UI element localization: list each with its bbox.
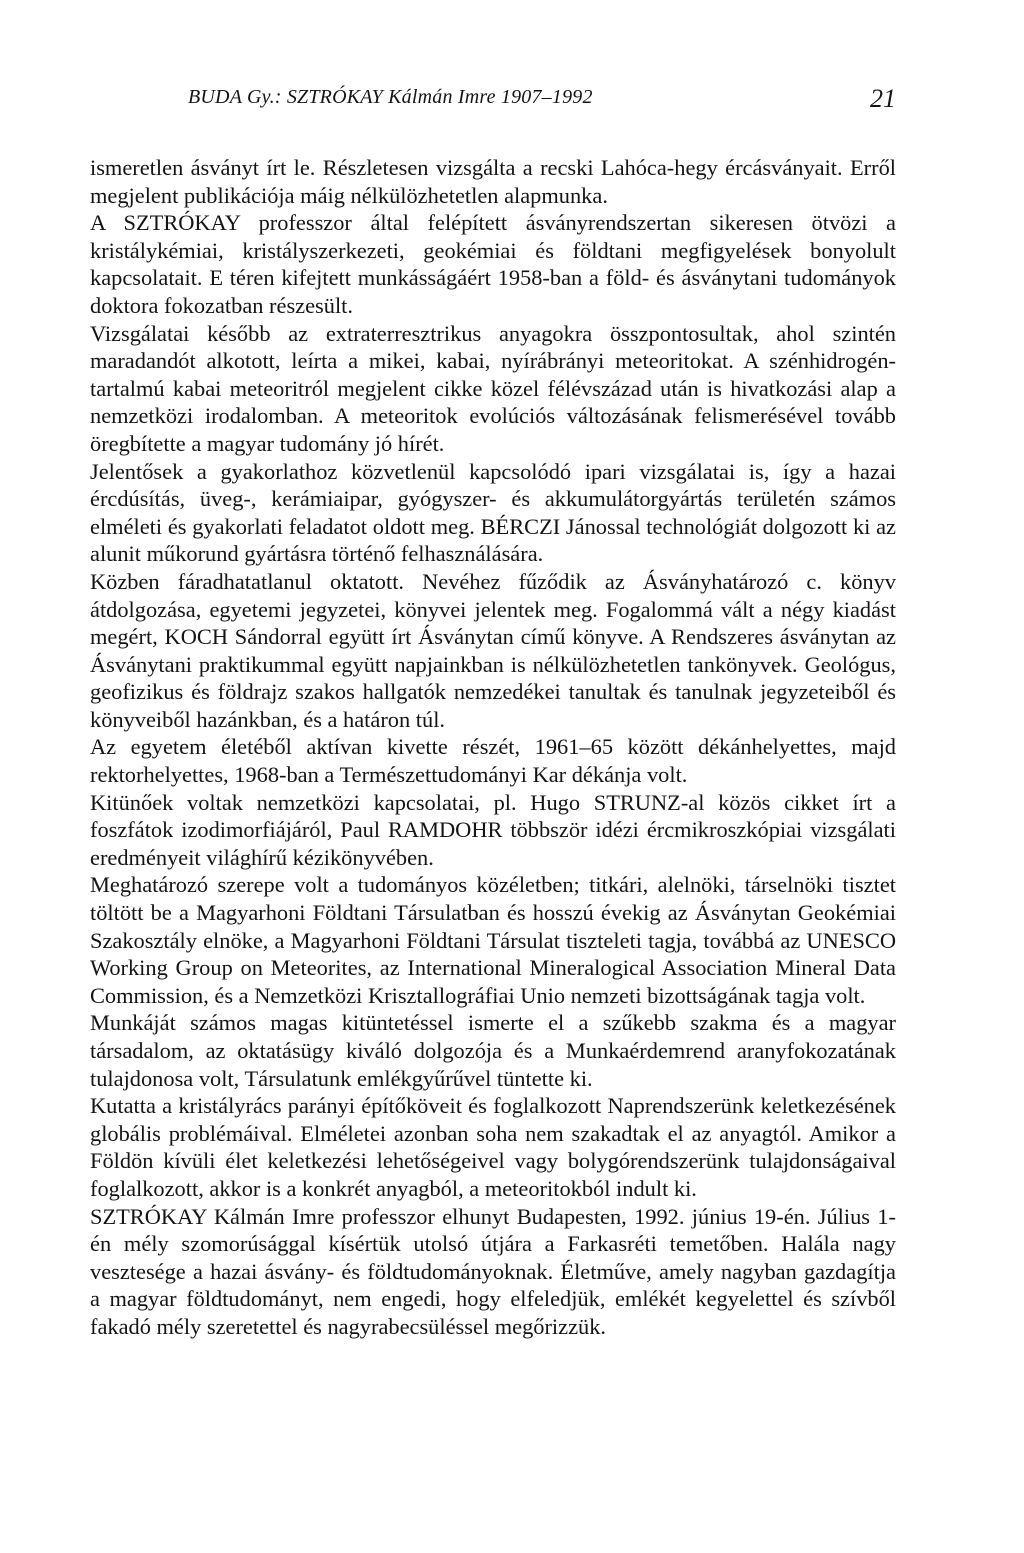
paragraph-university-roles: Az egyetem életéből aktívan kivette részét, 1961–65 között dékánhelyettes, majd rektorhelyettes, 1968-ban a Természettudományi Kar dékánja volt.: [90, 734, 896, 788]
paragraph-research-themes: Kutatta a kristályrács parányi építőköveit és foglalkozott Naprendszerünk keletkezésének globális problémáival. Elméletei azonban soha nem szakadtak el az anyagtól. Amikor a Földön kívüli élet keletkezési lehetőségeivel vagy bolygórendszerünk tulajdonságaival foglalkozott, akkor is a konkrét anyagból, a meteoritokból indult ki.: [90, 1093, 896, 1201]
paragraph-continuation: ismeretlen ásványt írt le. Részletesen vizsgálta a recski Lahóca-hegy ércásványait. Erről megjelent publikációja máig nélkülözhetetlen alapmunka.: [90, 155, 896, 208]
paragraph-industrial-research: Jelentősek a gyakorlathoz közvetlenül kapcsolódó ipari vizsgálatai is, így a hazai ércdúsítás, üveg-, kerámiaipar, gyógyszer- és akkumulátorgyártás területén számos elméleti és gyakorlati feladatot oldott meg. BÉRCZI Jánossal technológiát dolgozott ki az alunit műkorund gyártásra történő felhasználására.: [90, 458, 896, 567]
page-number: 21: [870, 84, 896, 113]
running-header: [90, 86, 896, 116]
paragraph-teaching: Közben fáradhatatlanul oktatott. Nevéhez fűződik az Ásványhatározó c. könyv átdolgozása, egyetemi jegyzetei, könyvei jelentek meg. Fogalommá vált a négy kiadást megért, KOCH Sándorral együtt írt Ásványtan című könyve. A Rendszeres ásványtan az Ásványtani praktikummal együtt napjainkban is nélkülözhetetlen tankönyvek. Geológus, geofizikus és földrajz szakos hallgatók nemzedékei tanultak és tanulnak jegyzeteiből és könyveiből hazánkban, és a határon túl.: [90, 568, 896, 732]
paragraph-meteorites: Vizsgálatai később az extraterresztrikus anyagokra összpontosultak, ahol szintén maradandót alkotott, leírta a mikei, kabai, nyírábrányi meteoritokat. A szénhidrogén-tartalmú kabai meteoritról megjelent cikke közel félévszázad után is hivatkozási alap a nemzetközi irodalomban. A meteoritok evolúciós változásának felismerésével tovább öregbítette a magyar tudomány jó hírét.: [90, 320, 896, 456]
paragraph-international-contacts: Kitünőek voltak nemzetközi kapcsolatai, pl. Hugo STRUNZ-al közös cikket írt a foszfátok izodimorfiájáról, Paul RAMDOHR többször idézi ércmikroszkópiai vizsgálati eredményeit világhírű kézikönyvében.: [90, 789, 896, 870]
body-text: [90, 154, 896, 1341]
paragraph-public-roles: Meghatározó szerepe volt a tudományos közéletben; titkári, alelnöki, társelnöki tisztet töltött be a Magyarhoni Földtani Társulatban és hosszú évekig az Ásványtan Geokémiai Szakosztály elnöke, a Magyarhoni Földtani Társulat tiszteleti tagja, továbbá az UNESCO Working Group on Meteorites, az International Mineralogical Association Mineral Data Commission, és a Nemzetközi Krisztallográfiai Unio nemzeti bizottságának tagja volt.: [90, 872, 896, 1008]
paragraph-mineral-system: A SZTRÓKAY professzor által felépített ásványrendszertan sikeresen ötvözi a kristálykémiai, kristályszerkezeti, geokémiai és földtani megfigyelések bonyolult kapcsolatait. E téren kifejtett munkásságáért 1958-ban a föld- és ásványtani tudományok doktora fokozatban részesült.: [90, 210, 896, 318]
running-title: BUDA Gy.: SZTRÓKAY Kálmán Imre 1907–1992: [188, 86, 593, 108]
paragraph-awards: Munkáját számos magas kitüntetéssel ismerte el a szűkebb szakma és a magyar társadalom, az oktatásügy kiváló dolgozója és a Munkaérdemrend aranyfokozatának tulajdonosa volt, Társulatunk emlékgyűrűvel tüntette ki.: [90, 1010, 896, 1091]
paragraph-obituary: SZTRÓKAY Kálmán Imre professzor elhunyt Budapesten, 1992. június 19-én. Július 1-én mély szomorúsággal kísértük utolsó útjára a Farkasréti temetőben. Halála nagy vesztesége a hazai ásvány- és földtudományoknak. Életműve, amely nagyban gazdagítja a magyar földtudományt, nem engedi, hogy elfeledjük, emlékét kegyelettel és szívből fakadó mély szeretettel és nagyrabecsüléssel megőrizzük.: [90, 1203, 896, 1339]
